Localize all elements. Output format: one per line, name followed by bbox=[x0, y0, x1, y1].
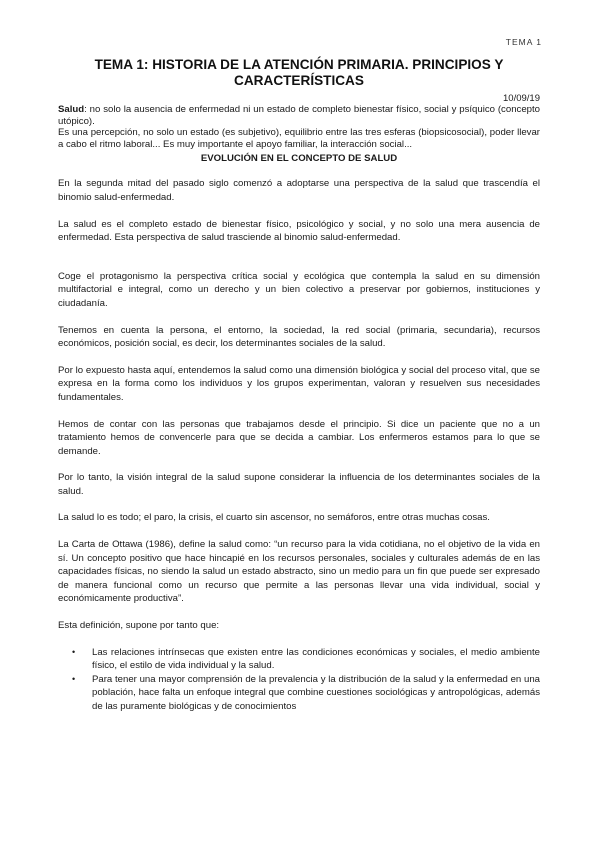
paragraph: La salud lo es todo; el paro, la crisis, el cuarto sin ascensor, no semáforos, entre otras muchas cosas. bbox=[58, 512, 490, 524]
list-item-text: Para tener una mayor comprensión de la prevalencia y la distribución de la salud y la enfermedad en una población, hace falta un enfoque integral que combine cuestiones sociológicas y antropológicas, además de las puramente biológicas y de conocimientos bbox=[92, 673, 540, 712]
intro-definition bbox=[58, 104, 540, 127]
bullet-glyph: • bbox=[72, 673, 76, 684]
intro-term: Salud bbox=[58, 104, 85, 115]
list-item bbox=[72, 646, 540, 673]
paragraph: Por lo expuesto hasta aquí, entendemos la salud como una dimensión biológica y social del proceso vital, que se expresa en la forma como los individuos y los grupos experimentan, valoran y resuelven sus necesidades fundamentales. bbox=[58, 364, 540, 403]
list-item-text: Las relaciones intrínsecas que existen entre las condiciones económicas y sociales, el medio ambiente físico, el estilo de vida individual y la salud. bbox=[92, 646, 540, 672]
document-date: 10/09/19 bbox=[503, 93, 540, 104]
bullet-list bbox=[58, 646, 540, 714]
paragraph: Esta definición, supone por tanto que: bbox=[58, 620, 220, 632]
intro-perception: Es una percepción, no solo un estado (es subjetivo), equilibrio entre las tres esferas (biopsicosocial), poder llevar a cabo el ritmo laboral... Es muy importante el apoyo familiar, la interacción social... bbox=[58, 127, 540, 150]
paragraph: Tenemos en cuenta la persona, el entorno, la sociedad, la red social (primaria, secundaria), recursos económicos, posición social, es decir, los determinantes sociales de la salud. bbox=[58, 324, 540, 350]
bullet-glyph: • bbox=[72, 646, 76, 657]
section-heading: EVOLUCIÓN EN EL CONCEPTO DE SALUD bbox=[200, 153, 398, 165]
list-item bbox=[72, 673, 540, 714]
paragraph: Por lo tanto, la visión integral de la salud supone considerar la influencia de los determinantes sociales de la salud. bbox=[58, 472, 540, 497]
intro-definition-text: : no solo la ausencia de enfermedad ni un estado de completo bienestar físico, social y psíquico (concepto utópico). bbox=[58, 104, 540, 127]
document-title: TEMA 1: HISTORIA DE LA ATENCIÓN PRIMARIA. PRINCIPIOS Y CARACTERÍSTICAS bbox=[94, 57, 504, 88]
paragraph: La salud es el completo estado de bienestar físico, psicológico y social, y no solo una mera ausencia de enfermedad. Esta perspectiva de salud trasciende al binomio salud-enfermedad. bbox=[58, 218, 540, 244]
paragraph: En la segunda mitad del pasado siglo comenzó a adoptarse una perspectiva de la salud que trascendía el binomio salud-enfermedad. bbox=[58, 178, 540, 203]
running-header: TEMA 1 bbox=[505, 37, 542, 47]
paragraph: Coge el protagonismo la perspectiva crítica social y ecológica que contempla la salud en su dimensión multifactorial e integral, como un derecho y un bien colectivo a preservar por gobiernos, instituciones y ciudadanía. bbox=[58, 270, 540, 309]
paragraph: Hemos de contar con las personas que trabajamos desde el principio. Si dice un paciente que no a un tratamiento hemos de convencerle para que se decida a cambiar. Los enfermeros estamos para lo que se demande. bbox=[58, 418, 540, 457]
paragraph: La Carta de Ottawa (1986), define la salud como: “un recurso para la vida cotidiana, no el objetivo de la vida en sí. Un concepto positivo que hace hincapié en los recursos personales, sociales y culturales además de en las capacidades físicas, no siendo la salud un estado abstracto, sino un medio para un fin que puede ser expresado de manera funcional como un recurso que permite a las personas llevar una vida individual, social y económicamente productiva”. bbox=[58, 539, 540, 605]
